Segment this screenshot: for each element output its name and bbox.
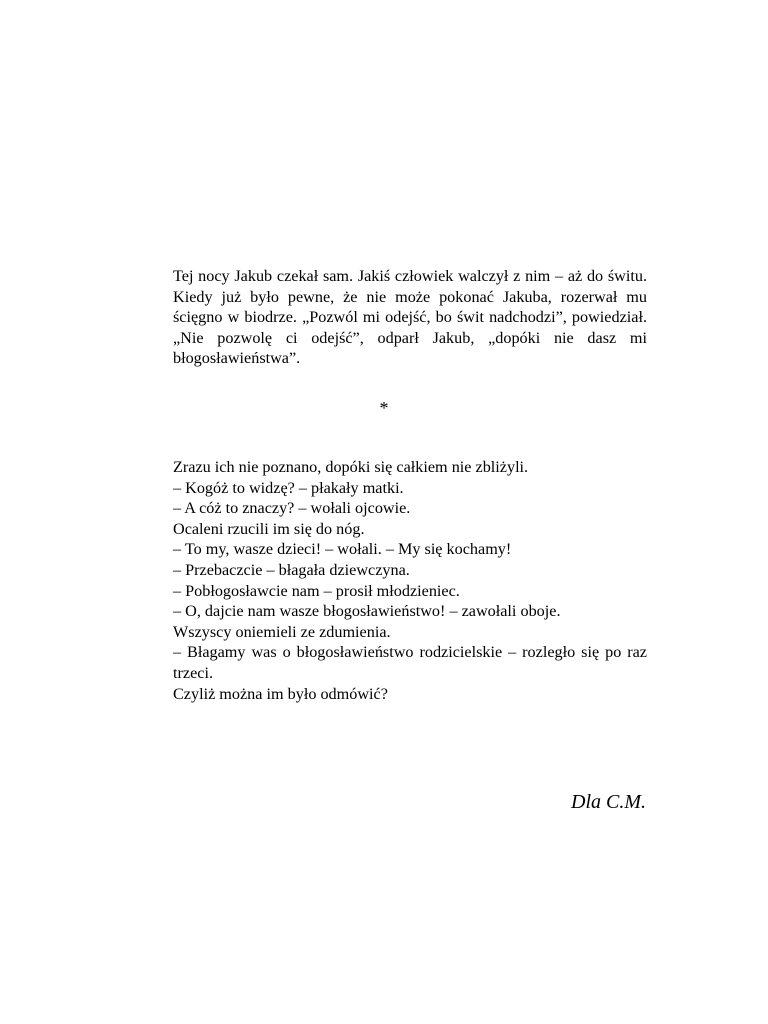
dialogue-line: – Błagamy was o błogosławieństwo rodzicielskie – rozległo się po raz trzeci. — [173, 643, 647, 682]
dedication: Dla C.M. — [571, 791, 646, 813]
dialogue-line: Czyliż można im było odmówić? — [173, 684, 388, 703]
dialogue-line: – O, dajcie nam wasze błogosławieństwo! – zawołali oboje. — [173, 602, 561, 621]
dialogue-line: Zrazu ich nie poznano, dopóki się całkiem nie zbliżyli. — [173, 458, 529, 476]
dialogue-line: Ocaleni rzucili im się do nóg. — [173, 519, 365, 538]
dialogue-line: – To my, wasze dzieci! – wołali. – My się kochamy! — [173, 540, 512, 559]
dialogue-line: – Kogóż to widzę? – płakały matki. — [173, 478, 404, 497]
opening-paragraph-text: Tej nocy Jakub czekał sam. Jakiś człowiek walczył z nim – aż do świtu. Kiedy już było pewne, że nie może pokonać Jakuba, rozerwał mu ścięgno w biodrze. „Pozwól mi odejść, bo świt nadchodzi”, powiedział. „Nie pozwolę ci odejść”, odparł Jakub, „dopóki nie dasz mi błogosławieństwa”. — [173, 267, 647, 368]
dialogue-line: Wszyscy oniemieli ze zdumienia. — [173, 622, 391, 641]
dialogue-line: – A cóż to znaczy? – wołali ojcowie. — [173, 499, 411, 518]
opening-paragraph — [173, 266, 647, 369]
dialogue-line: – Przebaczcie – błagała dziewczyna. — [173, 560, 410, 579]
dialogue-line: – Pobłogosławcie nam – prosił młodzieniec. — [173, 581, 460, 600]
section-separator: * — [379, 398, 389, 418]
dialogue-section — [173, 457, 647, 704]
